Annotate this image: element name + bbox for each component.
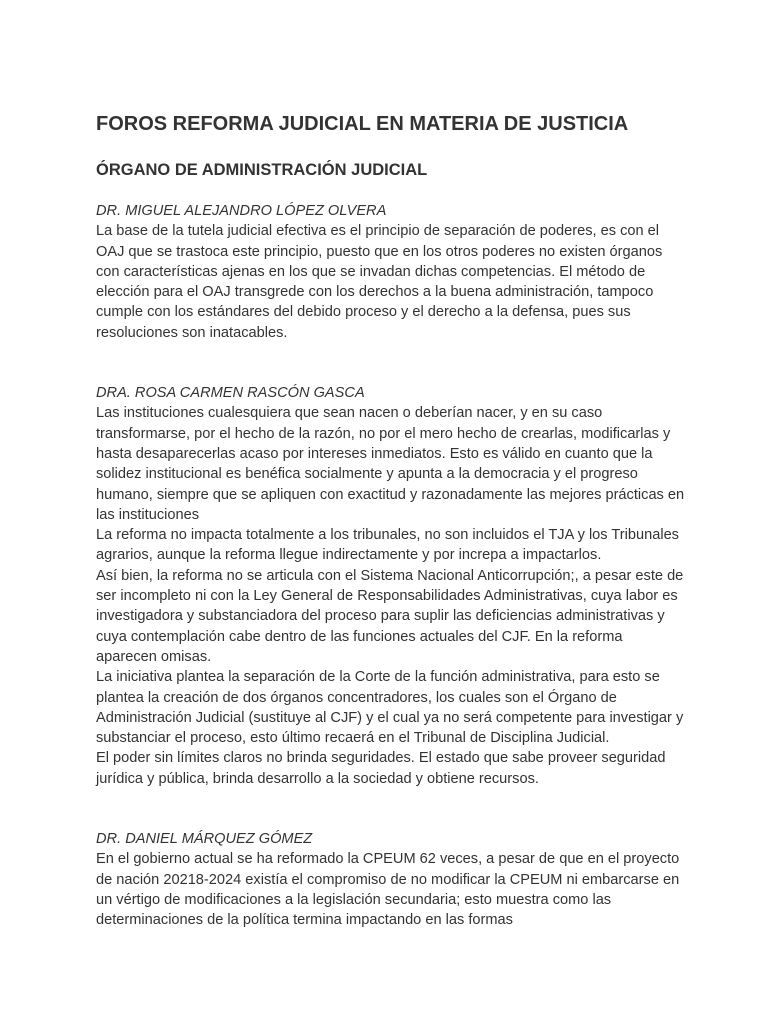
section-paragraph: Las instituciones cualesquiera que sean nacen o deberían nacer, y en su caso transformarse, por el hecho de la razón, no por el mero hecho de crearlas, modificarlas y hasta desaparecerlas acaso por intereses inmediatos. Esto es válido en cuanto que la solidez institucional es benéfica socialmente y apunta a la democracia y el progreso humano, siempre que se apliquen con exactitud y razonadamente las mejores prácticas en las instituciones	[96, 405, 685, 523]
section-author: DR. MIGUEL ALEJANDRO LÓPEZ OLVERA	[96, 203, 387, 219]
section-author: DR. DANIEL MÁRQUEZ GÓMEZ	[96, 831, 313, 848]
section-paragraph: En el gobierno actual se ha reformado la CPEUM 62 veces, a pesar de que en el proyecto de nación 20218-2024 existía el compromiso de no modificar la CPEUM ni embarcarse en un vértigo de modificaciones a la legislación secundaria; esto muestra como las determinaciones de la política termina impactando en las formas	[96, 851, 680, 929]
section-author: DRA. ROSA CARMEN RASCÓN GASCA	[96, 385, 365, 402]
document-subtitle: ÓRGANO DE ADMINISTRACIÓN JUDICIAL	[96, 161, 428, 179]
section-paragraph: El poder sin límites claros no brinda seguridades. El estado que sabe proveer seguridad jurídica y pública, brinda desarrollo a la sociedad y obtiene recursos.	[96, 750, 666, 787]
document-title: FOROS REFORMA JUDICIAL EN MATERIA DE JUSTICIA	[96, 113, 629, 135]
section-paragraph: Así bien, la reforma no se articula con el Sistema Nacional Anticorrupción;, a pesar este de ser incompleto ni con la Ley General de Responsabilidades Administrativas, cuya labor es investigadora y substanciadora del proceso para suplir las deficiencias administrativas y cuya contemplación cabe dentro de las funciones actuales del CJF. En la reforma aparecen omisas.	[96, 567, 684, 665]
section-lopez-olvera	[96, 201, 686, 343]
section-paragraph: La base de la tutela judicial efectiva es el principio de separación de poderes, es con el OAJ que se trastoca este principio, puesto que en los otros poderes no existen órganos con características ajenas en los que se invadan dichas competencias. El método de elección para el OAJ transgrede con los derechos a la buena administración, tampoco cumple con los estándares del debido proceso y el derecho a la defensa, pues sus resoluciones son inatacables.	[96, 223, 663, 341]
section-paragraph: La iniciativa plantea la separación de la Corte de la función administrativa, para esto se plantea la creación de dos órganos concentradores, los cuales son el Órgano de Administración Judicial (sustituye al CJF) y el cual ya no será competente para investigar y substanciar el proceso, esto último recaerá en el Tribunal de Disciplina Judicial.	[96, 669, 684, 747]
section-rascon-gasca	[96, 383, 686, 789]
section-marquez-gomez	[96, 829, 686, 930]
document-page	[96, 111, 686, 931]
section-paragraph: La reforma no impacta totalmente a los tribunales, no son incluidos el TJA y los Tribunales agrarios, aunque la reforma llegue indirectamente y por increpa a impactarlos.	[96, 527, 679, 564]
